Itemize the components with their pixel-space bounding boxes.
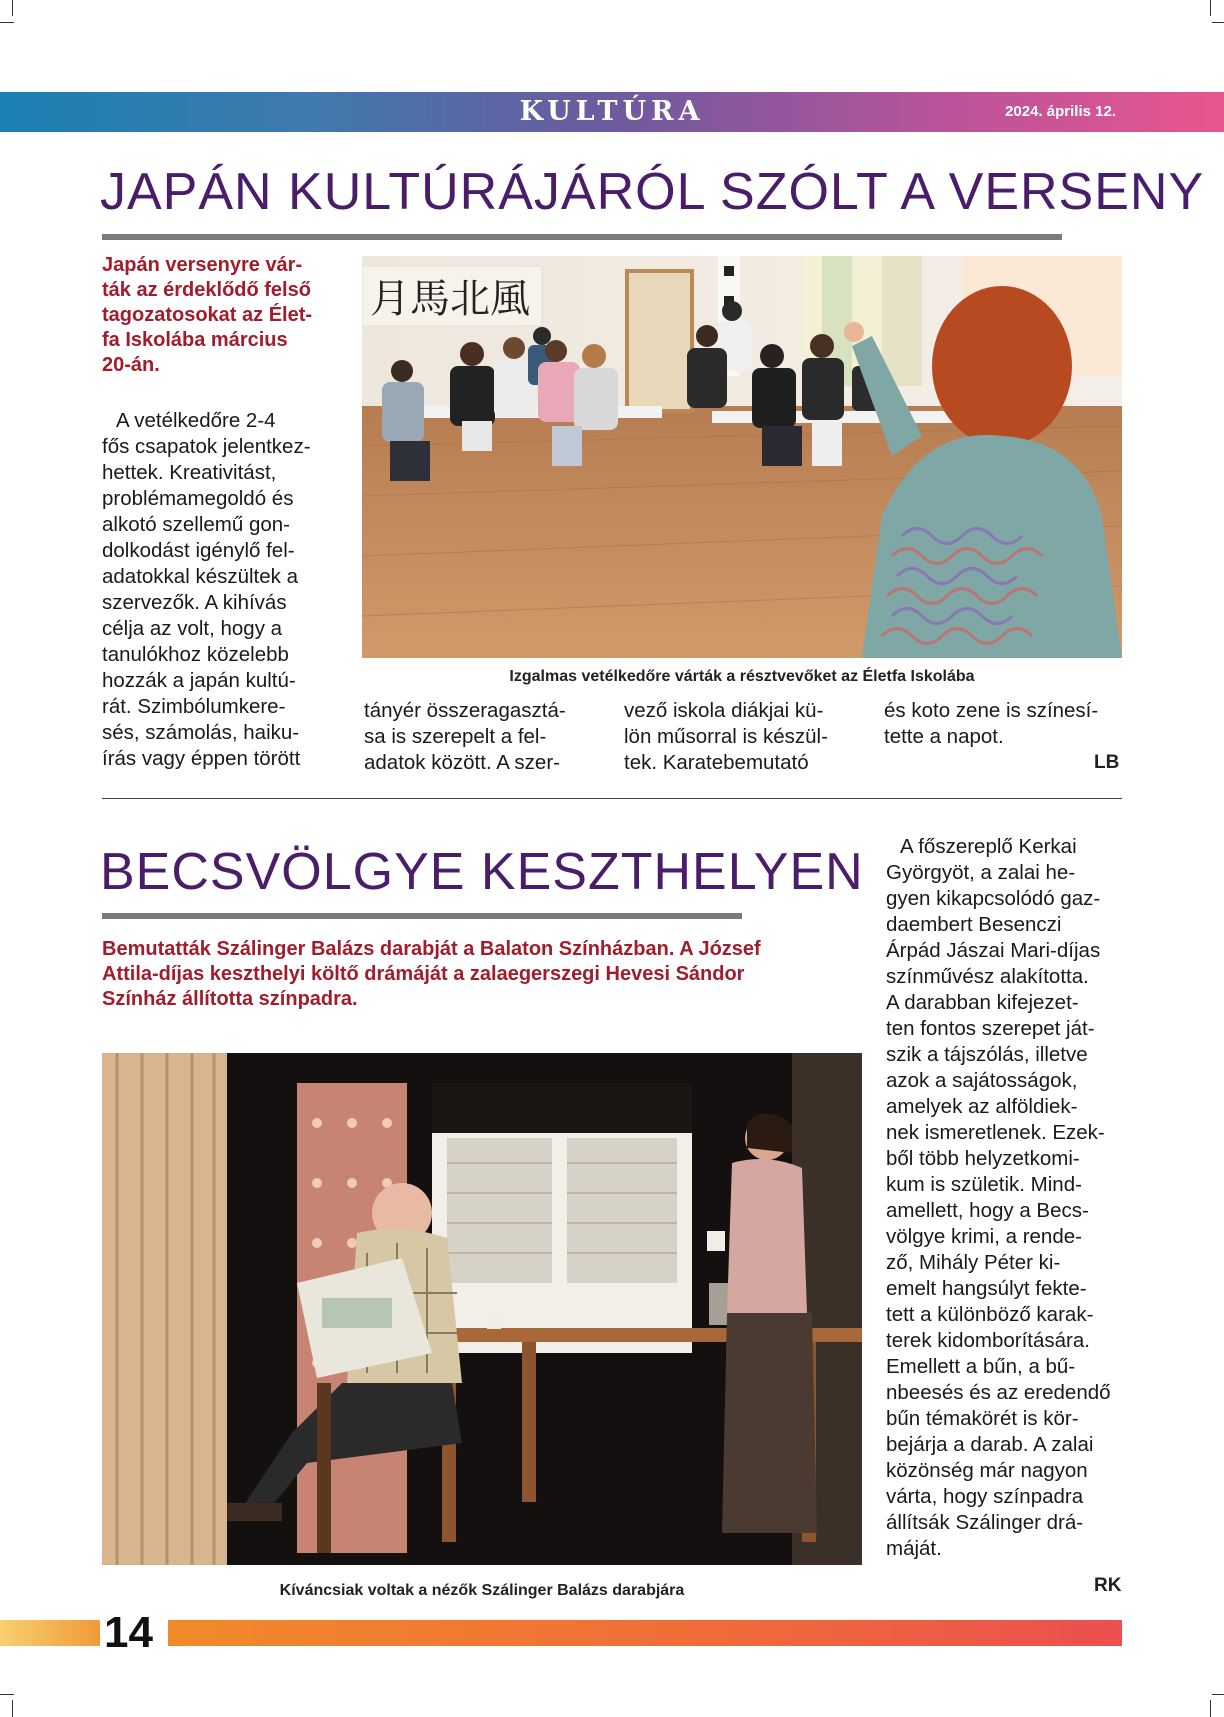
- issue-date: 2024. április 12.: [1005, 103, 1116, 120]
- article2-signature: RK: [1094, 1575, 1122, 1596]
- page-number: 14: [104, 1608, 153, 1657]
- footer-bar-right: [168, 1620, 1122, 1646]
- article2-photo: [102, 1053, 862, 1565]
- calligraphy-text: 月馬北風: [370, 276, 530, 322]
- article1-column-1: A vetélkedőre 2-4 fős csapatok jelentkez- hettek. Kreativitást, problémamegoldó és alkotó szellemű gon- dolkodást igénylő fel- adatokkal készültek a szervezők. A kihívás célja az volt, hogy a tanulókhoz közelebb hozzák a japán kultú- rát. Szimbólumkere- sés, számolás, haiku- írás vagy éppen törött: [102, 409, 311, 770]
- article1-headline: JAPÁN KULTÚRÁJÁRÓL SZÓLT A VERSENY: [100, 163, 1205, 221]
- article1-column-4: és koto zene is színesí- tette a napot.: [884, 699, 1099, 748]
- article2-lead: Bemutatták Szálinger Balázs darabját a Balaton Színházban. A József Attila-díjas keszthelyi költő drámáját a zalaegerszegi Hevesi Sándor Színház állította színpadra.: [102, 938, 761, 1010]
- section-title: KULTÚRA: [519, 96, 705, 127]
- crop-mark: [1210, 1700, 1211, 1717]
- crop-mark: [12, 0, 13, 16]
- article1-column-3: vező iskola diákjai kü- lön műsorral is készül- tek. Karatebemutató: [624, 699, 828, 774]
- classroom-photo: [362, 256, 1122, 658]
- article2-headline: BECSVÖLGYE KESZTHELYEN: [100, 843, 864, 901]
- crop-mark: [12, 1700, 13, 1717]
- footer-bar-left: [0, 1620, 100, 1646]
- crop-mark: [0, 1694, 14, 1695]
- article1-title-rule: [102, 234, 1062, 240]
- article2-photo-caption: Kíváncsiak voltak a nézők Szálinger Balázs darabjára: [279, 1582, 685, 1599]
- article1-signature: LB: [1094, 752, 1120, 773]
- theatre-photo: [102, 1053, 862, 1565]
- crop-mark: [0, 22, 14, 23]
- crop-mark: [1210, 0, 1211, 16]
- crop-mark: [1212, 1694, 1224, 1695]
- article2-body-column: A főszereplő Kerkai Györgyöt, a zalai he- gyen kikapcsolódó gaz- daembert Besenczi Árpád Jászai Mari-díjas színművész alakította. A darabban kifejezet- ten fontos szerepet ját- szik a tájszólás, illetve azok a sajátosságok, amelyek az alföldiek- nek ismeretlenek. Ezek- ből több helyzetkomi- kum is születik. Mind- amellett, hogy a Becs- völgye krimi, a rende- ző, Mihály Péter ki- emelt hangsúlyt fekte- tett a különböző karak- terek kidomborítására. Emellett a bűn, a bű- nbeesés és az eredendő bűn témakörét is kör- bejárja a darab. A zalai közönség már nagyon várta, hogy színpadra állítsák Szálinger drá- máját.: [886, 835, 1111, 1560]
- article1-photo: [362, 256, 1122, 658]
- article1-column-2: tányér összeragasztá- sa is szerepelt a fel- adatok között. A szer-: [364, 699, 566, 774]
- article1-lead: Japán versenyre vár- ták az érdeklődő felső tagozatosokat az Élet- fa Iskolába március 20-án.: [102, 254, 313, 376]
- crop-mark: [1212, 22, 1224, 23]
- article-separator: [102, 798, 1122, 799]
- article1-photo-caption: Izgalmas vetélkedőre várták a résztvevőket az Életfa Iskolába: [509, 668, 975, 685]
- article2-title-rule: [102, 913, 742, 919]
